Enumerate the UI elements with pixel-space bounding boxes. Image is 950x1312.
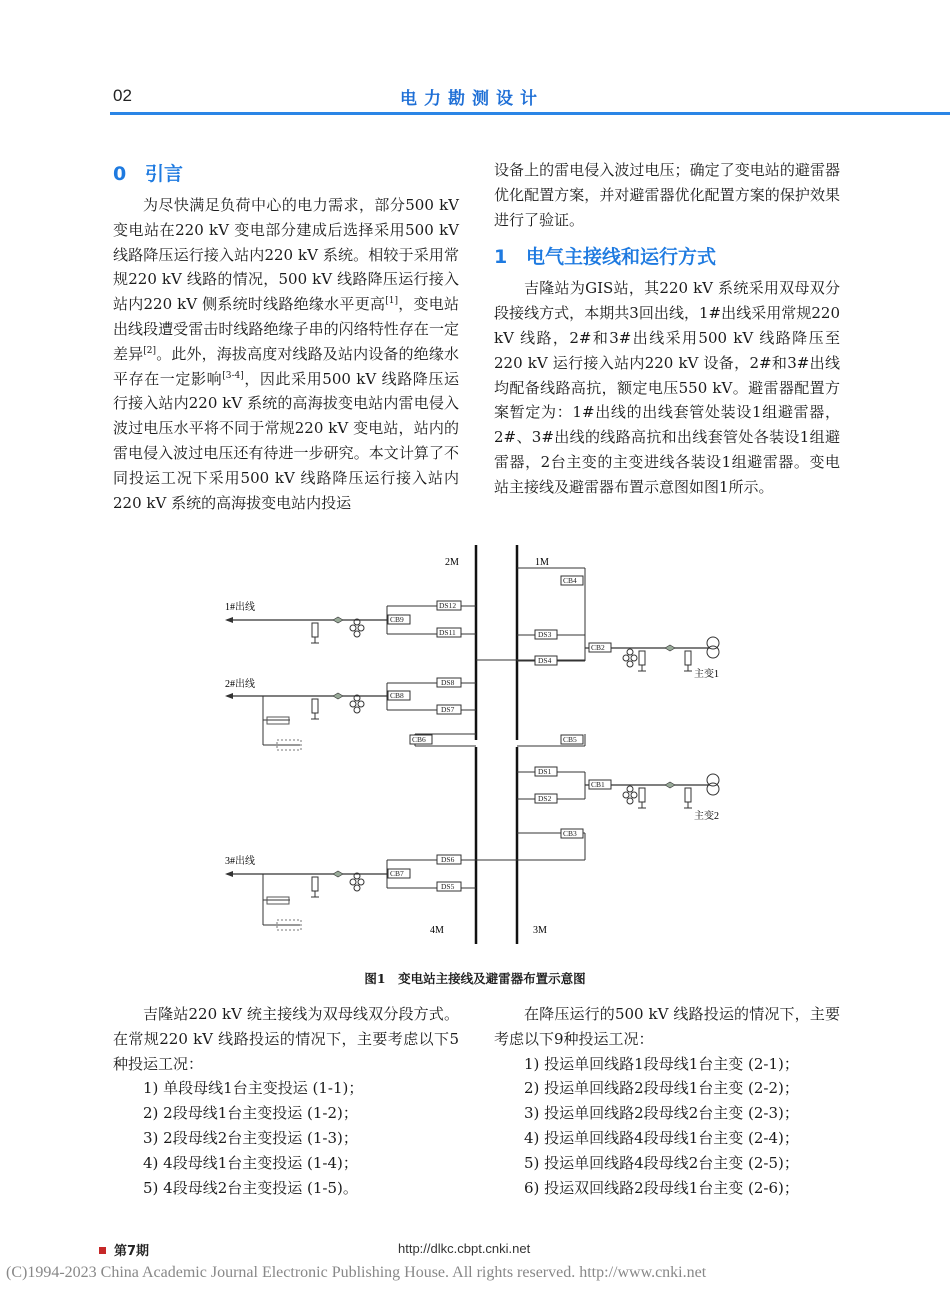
disconnector-ds6: DS6 (441, 855, 455, 864)
case-2-1: 1) 投运单回线路1段母线1台主变 (2-1)； (524, 1054, 799, 1073)
left-column-top (113, 153, 459, 515)
case-1-1: 1) 单段母线1台主变投运 (1-1)； (143, 1079, 364, 1098)
case-1-2: 2) 2段母线1台主变投运 (1-2)； (143, 1104, 358, 1123)
copyright-line: (C)1994-2023 China Academic Journal Electronic Publishing House. All rights reserved. http://www.cnki.net (6, 1264, 707, 1281)
breaker-cb1: CB1 (591, 780, 605, 789)
step-down-paragraph: 在降压运行的500 kV 线路投运的情况下，主要考虑以下9种投运工况： (494, 1005, 840, 1048)
citation-3: [3-4] (222, 370, 244, 381)
page-number: 02 (113, 86, 132, 105)
breaker-cb3: CB3 (563, 829, 577, 838)
case-1-5: 5) 4段母线2台主变投运 (1-5)。 (143, 1178, 358, 1197)
breaker-cb5: CB5 (563, 735, 577, 744)
case-2-2: 2) 投运单回线路2段母线1台主变 (2-2)； (524, 1079, 799, 1098)
disconnector-ds12: DS12 (439, 601, 457, 610)
case-2-5: 5) 投运单回线路4段母线2台主变 (2-5)； (524, 1153, 799, 1172)
breaker-cb7: CB7 (390, 869, 404, 878)
section-0-heading (113, 157, 459, 191)
bus-label-3m: 3M (533, 925, 547, 936)
section-1-paragraph: 吉隆站为GIS站，其220 kV 系统采用双母双分段接线方式，本期共3回出线，1#出线采用常规220 kV 线路，2#和3#出线采用500 kV 线路降压至220 kV 运行接入站内220 kV 设备，2#和3#出线均配备线路高抗，额定电压550 kV。避雷器配置方案暂定为：1#出线的出线套管处装设1组避雷器，2#、3#出线的线路高抗和出线套管处各装设1组避雷器，2台主变的主变进线各装设1组避雷器。变电站主接线及避雷器布置示意图如图1所示。 (494, 279, 840, 496)
breaker-cb2: CB2 (591, 643, 605, 652)
line-label-1: 1#出线 (225, 602, 255, 613)
left-column-bottom (113, 1002, 459, 1200)
line-label-3: 3#出线 (225, 856, 255, 867)
transformer-label-1: 主变1 (694, 669, 719, 680)
footer-url[interactable]: http://dlkc.cbpt.cnki.net (398, 1241, 531, 1256)
journal-title: 电力勘测设计 (400, 89, 544, 109)
breaker-cb4: CB4 (563, 576, 577, 585)
section-1-number: 1 (494, 246, 508, 269)
intro-text-4: ，因此采用500 kV 线路降压运行接入站内220 kV 系统的高海拔变电站内雷电侵入波过电压水平将不同于常规220 kV 变电站，站内的雷电侵入波过电压还有待进一步研究。本文计算了不同投运工况下采用500 kV 线路降压运行接入站内220 kV 系统的高海拔变电站内投运 (113, 369, 459, 512)
case-2-4: 4) 投运单回线路4段母线1台主变 (2-4)； (524, 1128, 799, 1147)
citation-2: [2] (143, 345, 157, 356)
disconnector-ds3: DS3 (538, 630, 552, 639)
footer-issue: 第7期 (114, 1244, 150, 1259)
bus-label-4m: 4M (430, 925, 444, 936)
intro-paragraph (113, 193, 459, 515)
breaker-cb8: CB8 (390, 691, 404, 700)
figure-caption: 图1 变电站主接线及避雷器布置示意图 (364, 971, 586, 986)
citation-1: [1] (385, 296, 398, 307)
disconnector-ds11: DS11 (439, 628, 456, 637)
intro-text-2: ，变电站出线段遭受雷击时线路绝缘子串的闪络特性存在一定差异 (113, 295, 459, 363)
case-2-6: 6) 投运双回线路2段母线1台主变 (2-6)； (524, 1178, 799, 1197)
case-2-3: 3) 投运单回线路2段母线2台主变 (2-3)； (524, 1104, 799, 1123)
intro-text-3: 。此外，海拔高度对线路及站内设备的绝缘水平存在一定影响 (113, 344, 459, 388)
bus-label-2m: 2M (445, 557, 459, 568)
transformer-label-2: 主变2 (694, 811, 719, 822)
case-1-4: 4) 4段母线1台主变投运 (1-4)； (143, 1153, 358, 1172)
right-column-bottom (494, 1002, 840, 1200)
disconnector-ds1: DS1 (538, 767, 552, 776)
footer-marker (99, 1247, 106, 1254)
bus-paragraph: 吉隆站220 kV 统主接线为双母线双分段方式。在常规220 kV 线路投运的情况下，主要考虑以下5种投运工况： (113, 1005, 459, 1073)
intro-text-1: 为尽快满足负荷中心的电力需求，部分500 kV 变电站在220 kV 变电部分建成后选择采用500 kV 线路降压运行接入站内220 kV 系统。相较于采用常规220 kV 线路的情况，500 kV 线路降压运行接入站内220 kV 侧系统时线路绝缘水平更高 (113, 196, 459, 314)
header-rule (110, 112, 950, 115)
disconnector-ds5: DS5 (441, 882, 455, 891)
disconnector-ds8: DS8 (441, 678, 455, 687)
breaker-cb6: CB6 (412, 735, 426, 744)
case-1-3: 3) 2段母线2台主变投运 (1-3)； (143, 1128, 358, 1147)
continuation-paragraph: 设备上的雷电侵入波过电压；确定了变电站的避雷器优化配置方案，并对避雷器优化配置方案的保护效果进行了验证。 (494, 161, 840, 229)
disconnector-ds7: DS7 (441, 705, 455, 714)
breaker-cb9: CB9 (390, 615, 404, 624)
bus-label-1m: 1M (535, 557, 549, 568)
section-1-title: 电气主接线和运行方式 (526, 246, 717, 269)
right-column-top (494, 158, 840, 500)
disconnector-ds4: DS4 (538, 656, 552, 665)
disconnector-ds2: DS2 (538, 794, 552, 803)
line-label-2: 2#出线 (225, 679, 255, 690)
section-1-heading (494, 240, 840, 274)
section-0-number: 0 (113, 163, 127, 185)
main-wiring-diagram (205, 540, 745, 950)
section-0-title: 引言 (145, 163, 184, 185)
